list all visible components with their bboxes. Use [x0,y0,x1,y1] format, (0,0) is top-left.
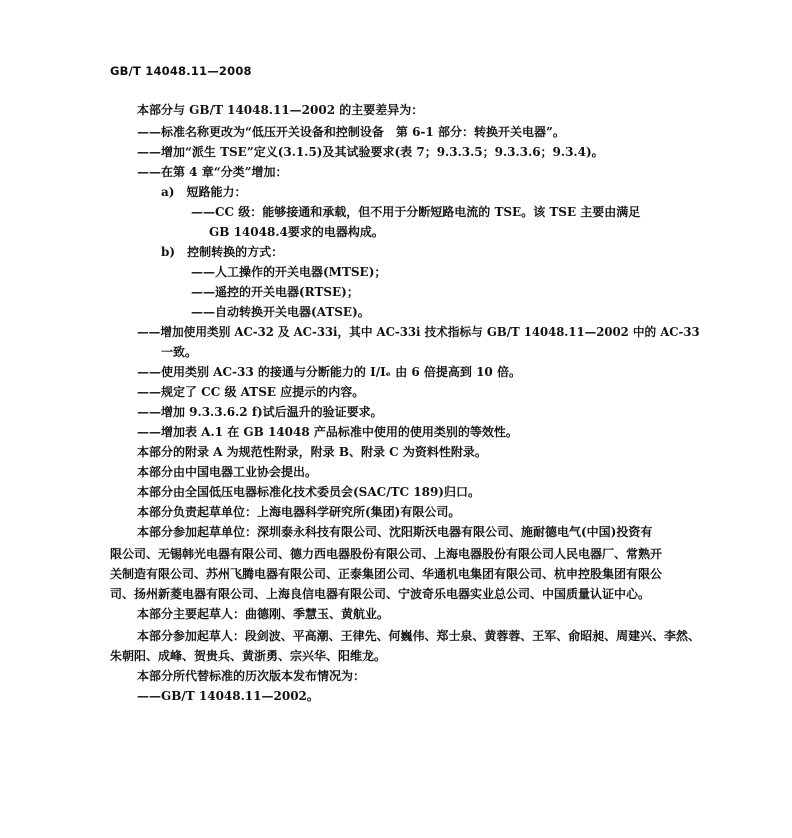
text-line: ——增加表 A.1 在 GB 14048 产品标准中使用的使用类别的等效性。 [137,425,518,439]
text-line: 本部分与 GB/T 14048.11—2002 的主要差异为： [137,103,424,117]
text-line: ——在第 4 章“分类”增加： [137,165,288,179]
text-line: ——遥控的开关电器(RTSE)； [191,285,359,299]
text-line: ——GB/T 14048.11—2002。 [137,689,319,703]
text-line: 限公司、无锡韩光电器有限公司、德力西电器股份有限公司、上海电器股份有限公司人民电器厂、常熟开 [110,547,663,561]
text-line: 本部分的附录 A 为规范性附录，附录 B、附录 C 为资料性附录。 [137,445,487,459]
text-line: ——规定了 CC 级 ATSE 应提示的内容。 [137,385,365,399]
text-line: 本部分参加起草单位：深圳泰永科技有限公司、沈阳斯沃电器有限公司、施耐德电气(中国)投资有 [137,525,653,539]
text-line: ——增加“派生 TSE”定义(3.1.5)及其试验要求(表 7；9.3.3.5；9.3.3.6；9.3.4)。 [137,145,604,159]
text-line: 一致。 [161,345,198,359]
text-line: 关制造有限公司、苏州飞腾电器有限公司、正泰集团公司、华通机电集团有限公司、杭申控股集团有限公 [110,567,663,581]
text-line: 司、扬州新菱电器有限公司、上海良信电器有限公司、宁波奇乐电器实业总公司、中国质量认证中心。 [110,587,651,601]
text-line: ——自动转换开关电器(ATSE)。 [191,305,370,319]
text-line: 本部分由全国低压电器标准化技术委员会(SAC/TC 189)归口。 [137,485,480,499]
text-line: GB 14048.4要求的电器构成。 [209,225,384,239]
document-header: GB/T 14048.11—2008 [110,64,252,78]
text-line: ——增加 9.3.3.6.2 f)试后温升的验证要求。 [137,405,383,419]
text-line: ——CC 级：能够接通和承载，但不用于分断短路电流的 TSE。该 TSE 主要由满足 [191,205,641,219]
text-line: ——使用类别 AC-33 的接通与分断能力的 I/Iₑ 由 6 倍提高到 10 倍。 [137,365,521,379]
text-line: 本部分参加起草人：段剑波、平高潮、王律先、何巍伟、郑士泉、黄蓉蓉、王军、俞昭昶、周建兴、李然、 [137,629,701,643]
text-line: 朱朝阳、成峰、贺贵兵、黄浙勇、宗兴华、阳维龙。 [110,649,387,663]
text-line: 本部分由中国电器工业协会提出。 [137,465,318,479]
text-line: 本部分负责起草单位：上海电器科学研究所(集团)有限公司。 [137,505,461,519]
text-line: ——标准名称更改为“低压开关设备和控制设备 第 6-1 部分：转换开关电器”。 [137,125,565,139]
text-line: 本部分所代替标准的历次版本发布情况为： [137,669,366,683]
text-line: ——增加使用类别 AC-32 及 AC-33i，其中 AC-33i 技术指标与 GB/T 14048.11—2002 中的 AC-33 [137,325,700,339]
list-item-label: a) 短路能力： [161,185,247,199]
text-line: 本部分主要起草人：曲德刚、季慧玉、黄航业。 [137,607,390,621]
text-line: ——人工操作的开关电器(MTSE)； [191,265,387,279]
list-item-label: b) 控制转换的方式： [161,245,284,259]
